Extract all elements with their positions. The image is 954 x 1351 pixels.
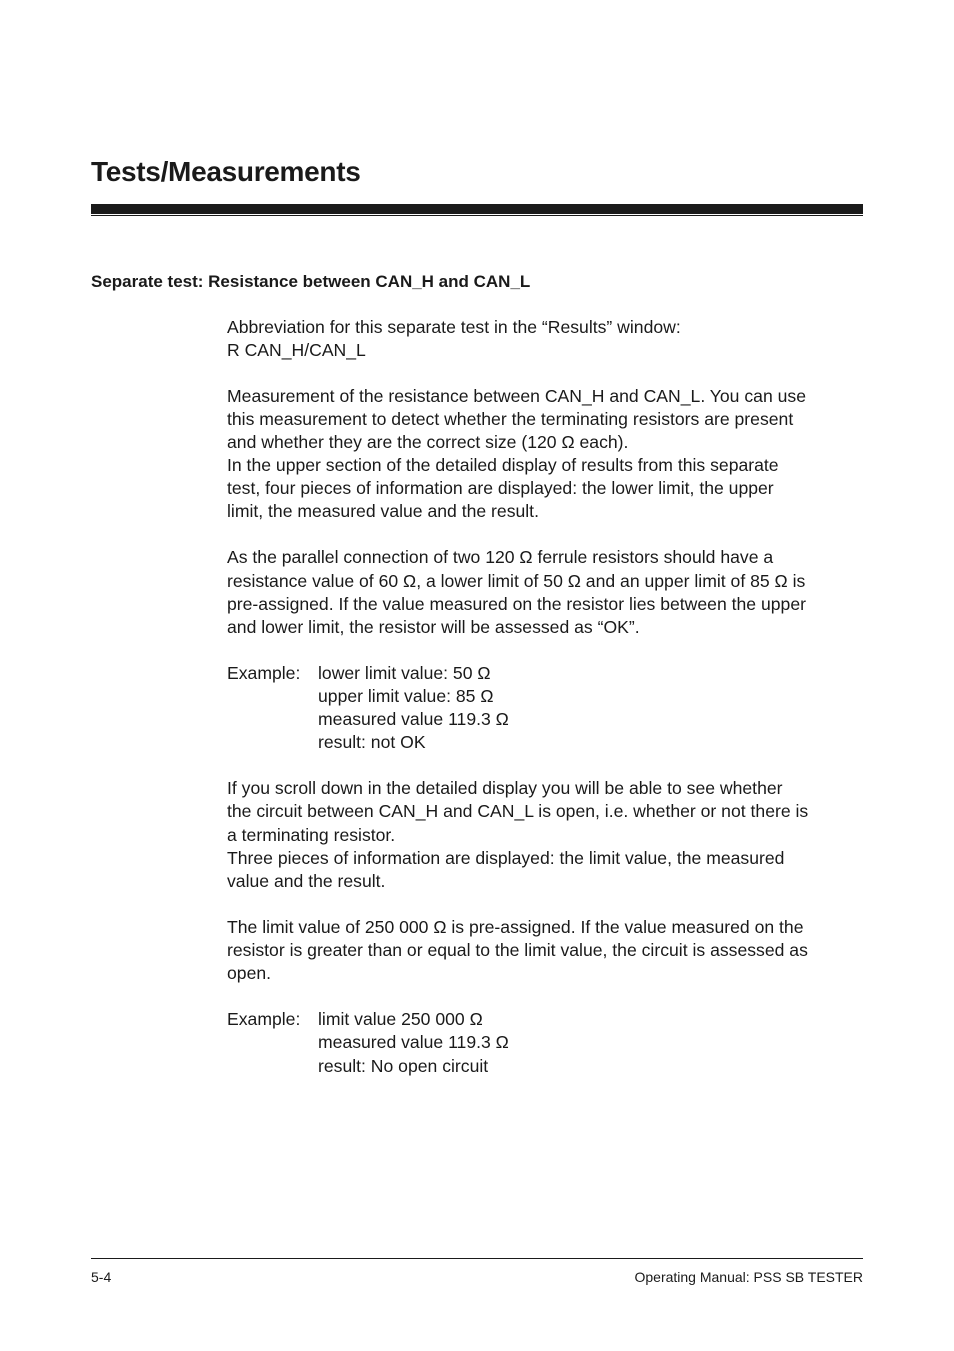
text-line: limit, the measured value and the result. [227, 501, 539, 522]
paragraph-measurement [227, 385, 867, 454]
title-rule-thin [91, 215, 863, 216]
text-line: Abbreviation for this separate test in the “Results” window: [227, 316, 681, 337]
example-values [318, 662, 867, 754]
text-line: As the parallel connection of two 120 Ω ferrule resistors should have a [227, 547, 774, 568]
example-label: Example: [227, 662, 301, 683]
text-line: test, four pieces of information are displayed: the lower limit, the upper [227, 478, 774, 499]
text-line: and whether they are the correct size (120 Ω each). [227, 431, 629, 452]
paragraph-upper-section [227, 454, 867, 523]
example-line: upper limit value: 85 Ω [318, 686, 494, 706]
example-line: measured value 119.3 Ω [318, 709, 509, 730]
page-title: Tests/Measurements [91, 156, 361, 187]
footer-rule [91, 1258, 863, 1259]
text-line: open. [227, 963, 272, 984]
body-text [227, 316, 867, 1101]
text-line: If you scroll down in the detailed display you will be able to see whether [227, 778, 783, 799]
example-line: lower limit value: 50 Ω [318, 662, 491, 683]
example-line: result: not OK [318, 732, 426, 753]
example-line: measured value 119.3 Ω [318, 1032, 509, 1053]
text-line: value and the result. [227, 870, 386, 891]
text-line: Three pieces of information are displayed: the limit value, the measured [227, 847, 785, 868]
text-line: this measurement to detect whether the terminating resistors are present [227, 408, 794, 429]
paragraph-limit-value [227, 916, 867, 985]
example-limits [227, 662, 867, 754]
text-line: the circuit between CAN_H and CAN_L is open, i.e. whether or not there is [227, 801, 809, 822]
text-line: and lower limit, the resistor will be assessed as “OK”. [227, 616, 640, 637]
example-values [318, 1008, 867, 1077]
example-line: result: No open circuit [318, 1055, 489, 1076]
title-rule [91, 204, 863, 214]
text-line: resistance value of 60 Ω, a lower limit of 50 Ω and an upper limit of 85 Ω is [227, 570, 806, 591]
page-number: 5-4 [91, 1269, 112, 1285]
paragraph-abbreviation [227, 316, 867, 362]
paragraph-parallel-connection [227, 546, 867, 638]
paragraph-scroll-down [227, 777, 867, 846]
text-line: R CAN_H/CAN_L [227, 339, 366, 360]
section-heading: Separate test: Resistance between CAN_H and CAN_L [91, 272, 531, 291]
text-line: In the upper section of the detailed display of results from this separate [227, 455, 779, 476]
example-open-circuit [227, 1008, 867, 1077]
example-label: Example: [227, 1009, 301, 1030]
paragraph-three-pieces [227, 847, 867, 893]
text-line: resistor is greater than or equal to the limit value, the circuit is assessed as [227, 940, 808, 961]
text-line: Measurement of the resistance between CAN_H and CAN_L. You can use [227, 385, 806, 406]
example-line: limit value 250 000 Ω [318, 1009, 483, 1030]
text-line: pre-assigned. If the value measured on the resistor lies between the upper [227, 593, 806, 614]
document-title: Operating Manual: PSS SB TESTER [634, 1269, 863, 1285]
text-line: a terminating resistor. [227, 824, 396, 845]
text-line: The limit value of 250 000 Ω is pre-assigned. If the value measured on the [227, 916, 804, 937]
